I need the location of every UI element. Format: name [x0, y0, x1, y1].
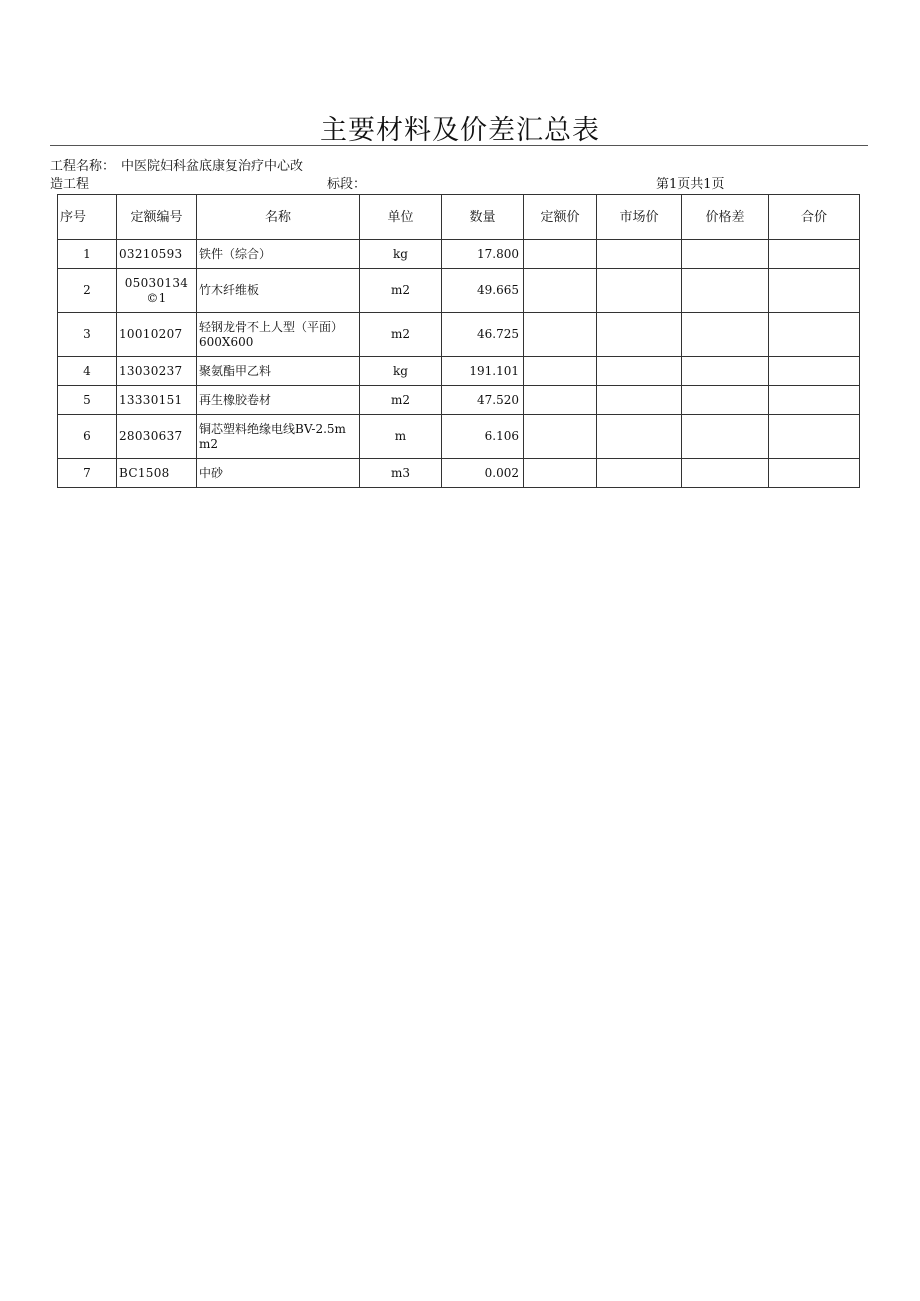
cell-quota-price — [524, 240, 597, 269]
cell-total — [769, 459, 860, 488]
table-row — [58, 459, 860, 488]
header-market-price: 市场价 — [597, 195, 682, 240]
cell-name: 铁件（综合） — [197, 240, 360, 269]
table-row — [58, 269, 860, 313]
cell-unit: m2 — [360, 386, 442, 415]
cell-quota-price — [524, 313, 597, 357]
cell-price-diff — [682, 357, 769, 386]
cell-market-price — [597, 313, 682, 357]
header-total: 合价 — [769, 195, 860, 240]
cell-seq: 2 — [58, 269, 117, 313]
cell-qty: 17.800 — [442, 240, 524, 269]
cell-price-diff — [682, 386, 769, 415]
cell-unit: kg — [360, 357, 442, 386]
header-code: 定额编号 — [117, 195, 197, 240]
cell-price-diff — [682, 415, 769, 459]
cell-qty: 46.725 — [442, 313, 524, 357]
cell-code: 05030134©1 — [117, 269, 197, 313]
cell-quota-price — [524, 386, 597, 415]
header-name: 名称 — [197, 195, 360, 240]
cell-price-diff — [682, 240, 769, 269]
header-quota-price: 定额价 — [524, 195, 597, 240]
cell-seq: 1 — [58, 240, 117, 269]
cell-quota-price — [524, 459, 597, 488]
cell-name: 竹木纤维板 — [197, 269, 360, 313]
project-name-line2: 造工程 — [50, 177, 90, 192]
cell-market-price — [597, 415, 682, 459]
title-divider — [50, 145, 868, 146]
cell-quota-price — [524, 415, 597, 459]
cell-price-diff — [682, 269, 769, 313]
cell-unit: m — [360, 415, 442, 459]
cell-price-diff — [682, 459, 769, 488]
cell-code: 03210593 — [117, 240, 197, 269]
cell-market-price — [597, 269, 682, 313]
cell-total — [769, 313, 860, 357]
cell-quota-price — [524, 357, 597, 386]
table-row — [58, 415, 860, 459]
cell-market-price — [597, 386, 682, 415]
table-row — [58, 240, 860, 269]
cell-qty: 191.101 — [442, 357, 524, 386]
cell-code: BC1508 — [117, 459, 197, 488]
table-header-row — [58, 195, 860, 240]
cell-total — [769, 415, 860, 459]
cell-code: 10010207 — [117, 313, 197, 357]
cell-unit: m2 — [360, 313, 442, 357]
header-price-diff: 价格差 — [682, 195, 769, 240]
cell-seq: 3 — [58, 313, 117, 357]
cell-seq: 6 — [58, 415, 117, 459]
cell-total — [769, 357, 860, 386]
header-unit: 单位 — [360, 195, 442, 240]
cell-market-price — [597, 357, 682, 386]
cell-code: 13330151 — [117, 386, 197, 415]
cell-name: 中砂 — [197, 459, 360, 488]
cell-market-price — [597, 459, 682, 488]
cell-name: 聚氨酯甲乙料 — [197, 357, 360, 386]
cell-total — [769, 240, 860, 269]
cell-qty: 0.002 — [442, 459, 524, 488]
cell-seq: 7 — [58, 459, 117, 488]
cell-code: 28030637 — [117, 415, 197, 459]
cell-code: 13030237 — [117, 357, 197, 386]
project-label: 工程名称： — [50, 159, 116, 174]
cell-seq: 4 — [58, 357, 117, 386]
page-title: 主要材料及价差汇总表 — [320, 115, 600, 146]
cell-total — [769, 269, 860, 313]
cell-unit: m2 — [360, 269, 442, 313]
cell-name: 铜芯塑料绝缘电线BV-2.5mm2 — [197, 415, 360, 459]
header-qty: 数量 — [442, 195, 524, 240]
cell-name: 轻钢龙骨不上人型（平面）600X600 — [197, 313, 360, 357]
cell-total — [769, 386, 860, 415]
cell-price-diff — [682, 313, 769, 357]
page-info: 第1页共1页 — [656, 177, 725, 192]
cell-qty: 49.665 — [442, 269, 524, 313]
cell-quota-price — [524, 269, 597, 313]
cell-qty: 47.520 — [442, 386, 524, 415]
materials-table — [57, 194, 860, 488]
cell-unit: m3 — [360, 459, 442, 488]
cell-seq: 5 — [58, 386, 117, 415]
table-row — [58, 357, 860, 386]
cell-market-price — [597, 240, 682, 269]
table-row — [58, 313, 860, 357]
header-seq: 序号 — [58, 195, 117, 240]
project-name-line1: 中医院妇科盆底康复治疗中心改 — [121, 159, 304, 174]
table-row — [58, 386, 860, 415]
section-label: 标段： — [327, 177, 367, 192]
cell-unit: kg — [360, 240, 442, 269]
cell-qty: 6.106 — [442, 415, 524, 459]
cell-name: 再生橡胶卷材 — [197, 386, 360, 415]
